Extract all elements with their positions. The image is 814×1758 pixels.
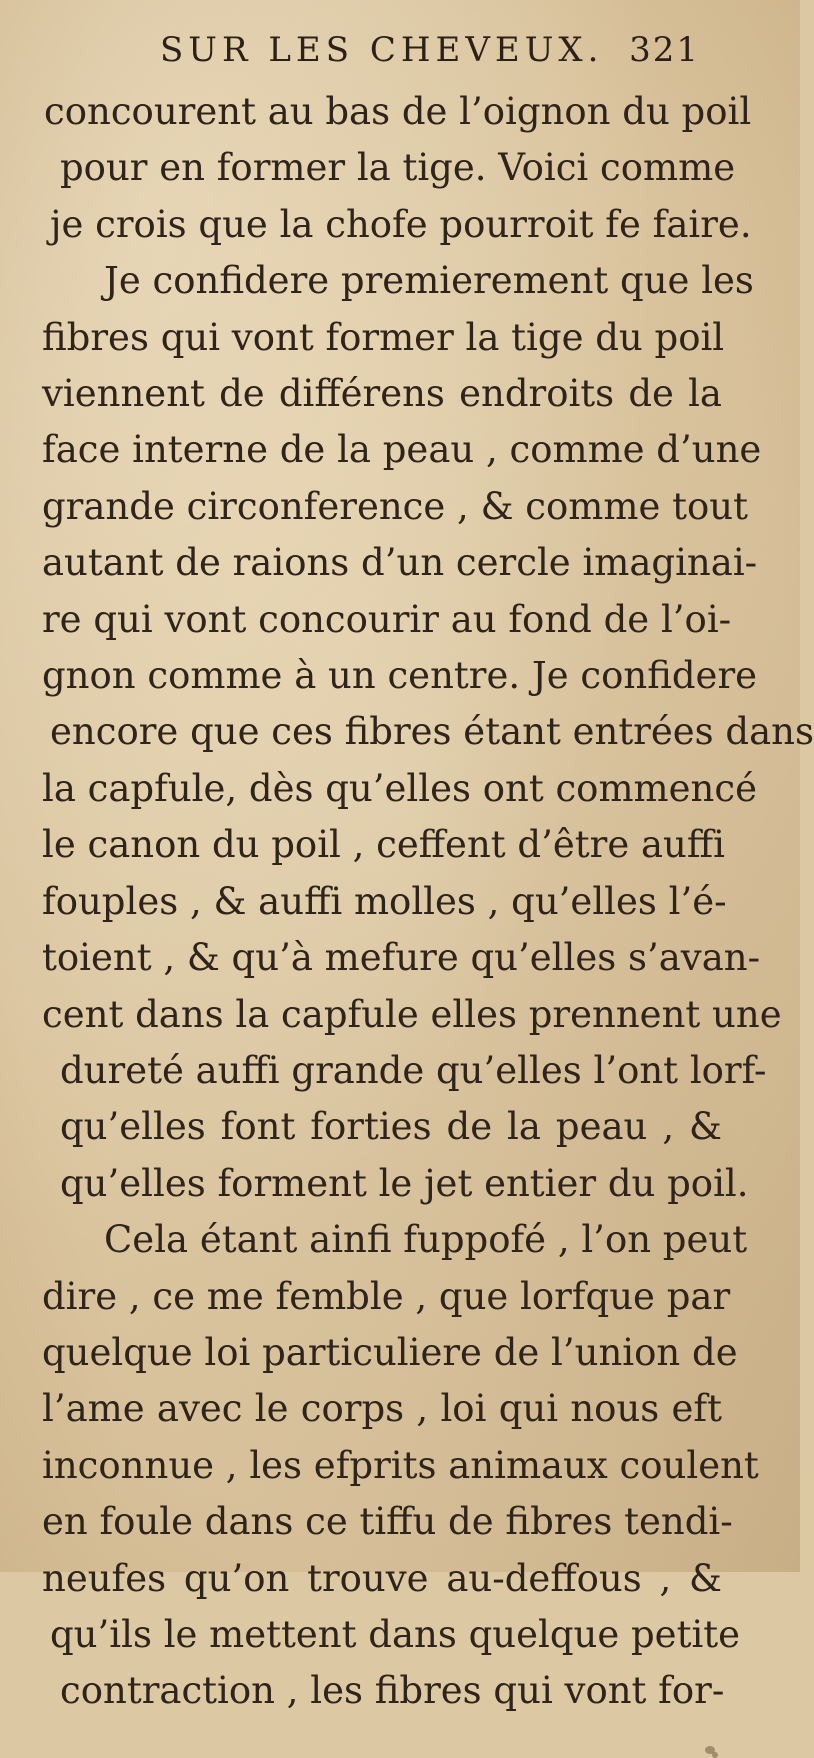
text-line: Cela étant ainfi fuppofé , l’on peut (104, 1218, 748, 1262)
text-line: cent dans la capfule elles prennent une (42, 992, 782, 1036)
text-line: face interne de la peau , comme d’une (42, 428, 762, 472)
text-line: dire , ce me femble , que lorfque par (42, 1274, 731, 1318)
text-line: qu’ils le mettent dans quelque petite (50, 1612, 741, 1656)
text-line: pour en former la tige. Voici comme (60, 146, 736, 190)
text-line: toient , & qu’à mefure qu’elles s’avan- (42, 936, 761, 980)
text-line: je crois que la chofe pourroit fe faire. (50, 202, 752, 246)
text-line: gnon comme à un centre. Je confidere (42, 654, 758, 698)
text-line: dureté auffi grande qu’elles l’ont lorf- (60, 1048, 767, 1092)
text-line: inconnue , les efprits animaux coulent (42, 1443, 759, 1487)
body-text (42, 84, 814, 1720)
text-line: Je confidere premierement que les (104, 259, 754, 303)
text-line: neufes qu’on trouve au-deffous , & (42, 1556, 722, 1600)
text-line: viennent de différens endroits de la (42, 372, 722, 416)
text-line: re qui vont concourir au fond de l’oi- (42, 597, 732, 641)
text-line: la capfule, dès qu’elles ont commencé (42, 766, 757, 810)
page-number: 321 (629, 30, 700, 70)
text-line: quelque loi particuliere de l’union de (42, 1330, 738, 1374)
text-line: qu’elles font forties de la peau , & (60, 1105, 722, 1149)
text-line: grande circonference , & comme tout (42, 484, 748, 528)
text-line: contraction , les fibres qui vont for- (60, 1669, 725, 1713)
text-line: fibres qui vont former la tige du poil (42, 315, 725, 359)
text-line: en foule dans ce tiffu de fibres tendi- (42, 1500, 733, 1544)
text-line: concourent au bas de l’oignon du poil (44, 90, 752, 133)
running-head (160, 26, 700, 74)
running-title: SUR LES CHEVEUX. (160, 30, 604, 70)
text-line: qu’elles forment le jet entier du poil. (60, 1161, 749, 1205)
text-line: encore que ces fibres étant entrées dans (50, 710, 814, 754)
text-line: le canon du poil , ceffent d’être auffi (42, 823, 725, 867)
paper-speck (712, 1752, 718, 1758)
text-line: fouples , & auffi molles , qu’elles l’é- (42, 879, 727, 923)
text-line: l’ame avec le corps , loi qui nous eft (42, 1387, 722, 1431)
text-line: autant de raions d’un cercle imaginai- (42, 541, 758, 585)
